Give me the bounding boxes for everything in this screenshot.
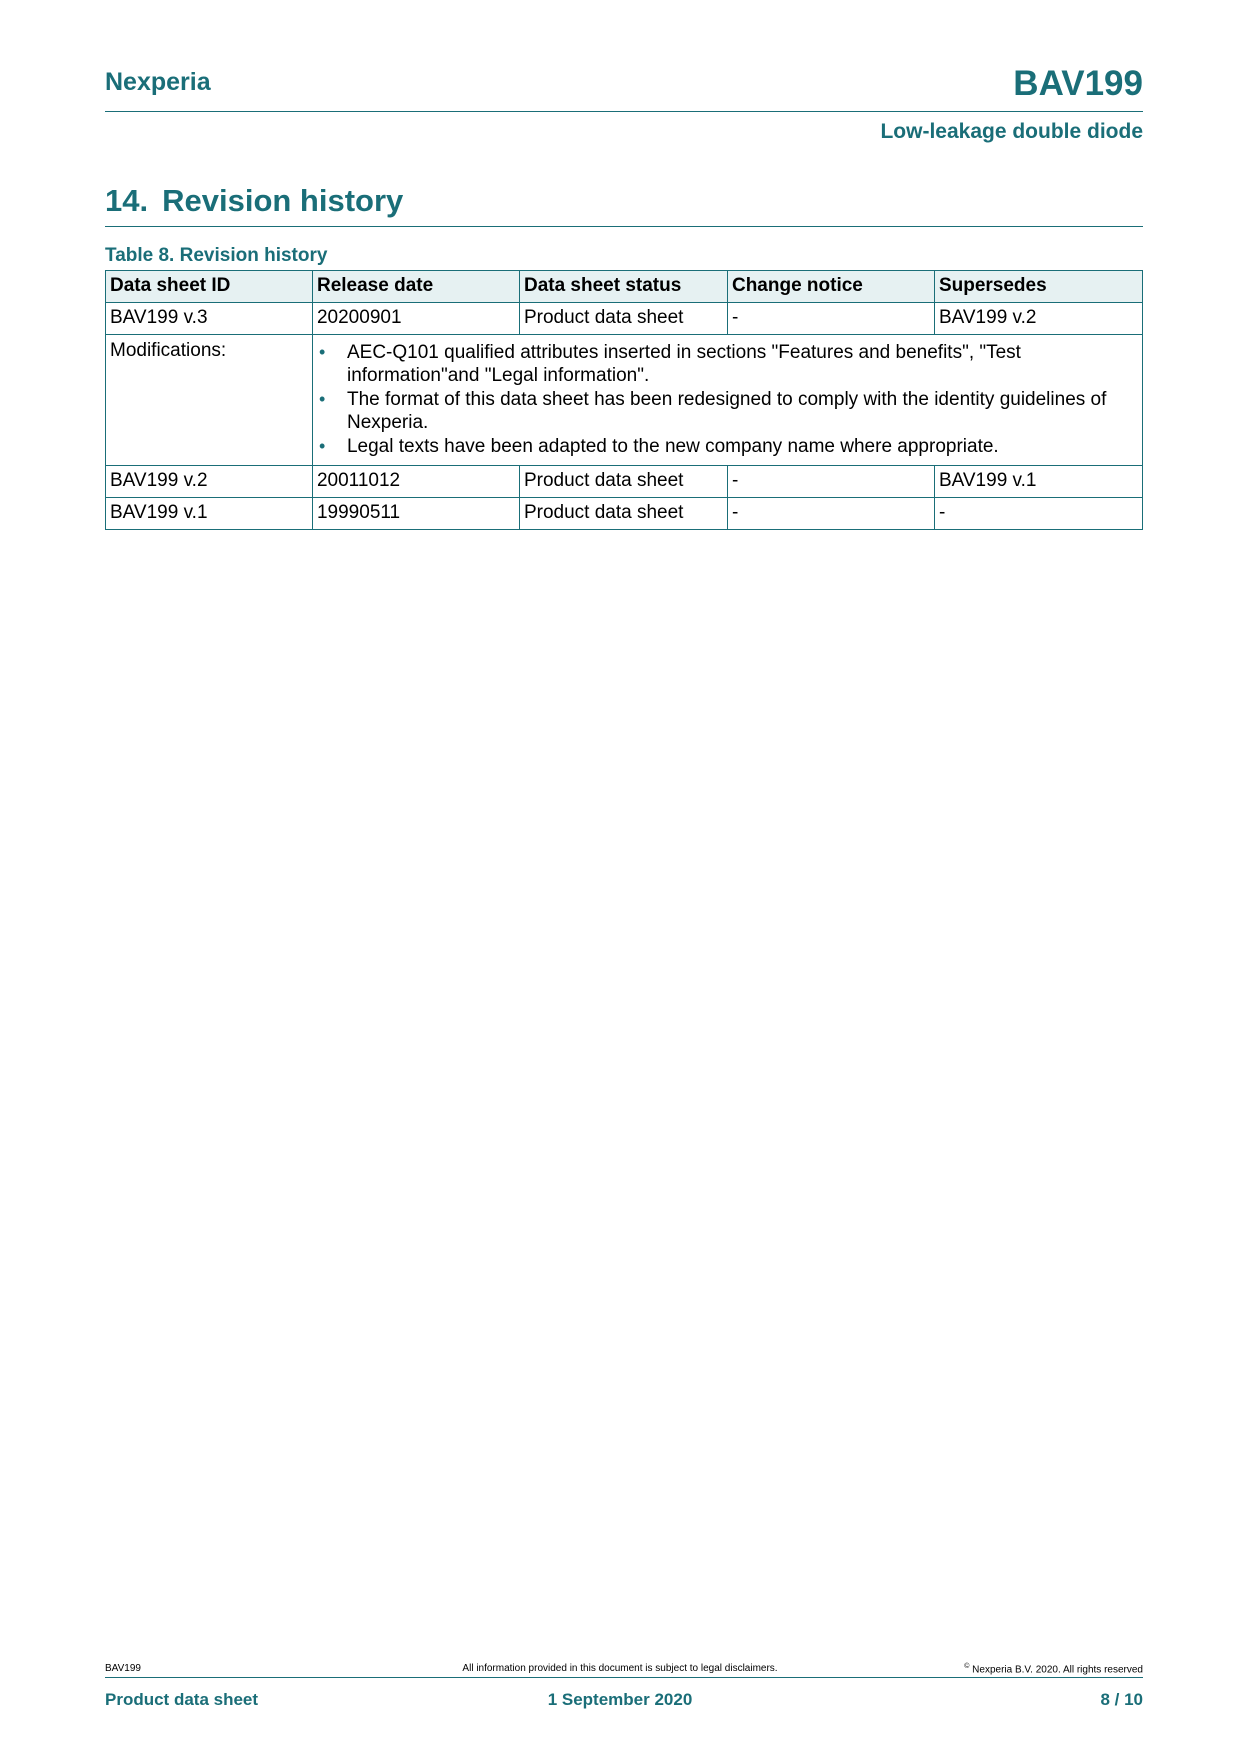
- copyright-symbol: ©: [964, 1663, 970, 1670]
- table-cell: -: [727, 303, 934, 335]
- table-cell: BAV199 v.2: [106, 466, 313, 498]
- list-item: [317, 388, 1138, 434]
- table-cell: BAV199 v.2: [934, 303, 1142, 335]
- table-row: [106, 466, 1143, 498]
- modifications-list: [317, 341, 1138, 458]
- table-cell: -: [934, 498, 1142, 530]
- footer-date: 1 September 2020: [547, 1690, 693, 1709]
- modifications-cell: [312, 335, 1142, 466]
- table-cell: -: [727, 466, 934, 498]
- column-header: Change notice: [727, 271, 934, 303]
- footer-doc-type: Product data sheet: [105, 1690, 259, 1709]
- section-title: Revision history: [162, 183, 404, 218]
- table-caption: Table 8. Revision history: [105, 245, 328, 266]
- table-cell: BAV199 v.1: [934, 466, 1142, 498]
- table-cell: Product data sheet: [519, 303, 727, 335]
- list-item: [317, 435, 1138, 458]
- header-divider: [105, 111, 1143, 112]
- column-header: Data sheet status: [519, 271, 727, 303]
- table-cell: Product data sheet: [519, 498, 727, 530]
- footer-divider: [105, 1677, 1143, 1678]
- product-subtitle: Low-leakage double diode: [880, 120, 1143, 143]
- modifications-row: [106, 335, 1143, 466]
- table-header-row: [106, 271, 1143, 303]
- table-cell: BAV199 v.1: [106, 498, 313, 530]
- table-cell: 20200901: [312, 303, 519, 335]
- section-number: 14.: [105, 183, 149, 218]
- column-header: Supersedes: [934, 271, 1142, 303]
- table-cell: 19990511: [312, 498, 519, 530]
- section-heading: [105, 183, 403, 219]
- product-title: BAV199: [1013, 64, 1143, 103]
- modification-text: Legal texts have been adapted to the new company name where appropriate.: [346, 436, 999, 457]
- copyright-text: Nexperia B.V. 2020. All rights reserved: [972, 1664, 1143, 1676]
- table-cell: BAV199 v.3: [106, 303, 313, 335]
- footer-copyright: [964, 1663, 1143, 1675]
- modification-text: AEC-Q101 qualified attributes inserted in sections "Features and benefits", "Test information"and "Legal information".: [346, 342, 1021, 386]
- bullet-icon: •: [318, 436, 326, 456]
- revision-history-table: [105, 270, 1143, 530]
- table-row: [106, 498, 1143, 530]
- footer-doc-id: BAV199: [105, 1663, 141, 1674]
- table-cell: -: [727, 498, 934, 530]
- modification-text: The format of this data sheet has been redesigned to comply with the identity guidelines of Nexperia.: [346, 389, 1107, 433]
- table-cell: 20011012: [312, 466, 519, 498]
- column-header: Release date: [312, 271, 519, 303]
- table-row: [106, 303, 1143, 335]
- column-header: Data sheet ID: [106, 271, 313, 303]
- section-divider: [105, 226, 1143, 227]
- bullet-icon: •: [318, 342, 326, 362]
- bullet-icon: •: [318, 389, 326, 409]
- modifications-label: Modifications:: [106, 335, 313, 466]
- footer-disclaimer: All information provided in this document is subject to legal disclaimers.: [462, 1663, 778, 1674]
- list-item: [317, 341, 1138, 387]
- table-cell: Product data sheet: [519, 466, 727, 498]
- footer-page-number: 8 / 10: [1100, 1690, 1143, 1709]
- brand-name: Nexperia: [105, 68, 211, 96]
